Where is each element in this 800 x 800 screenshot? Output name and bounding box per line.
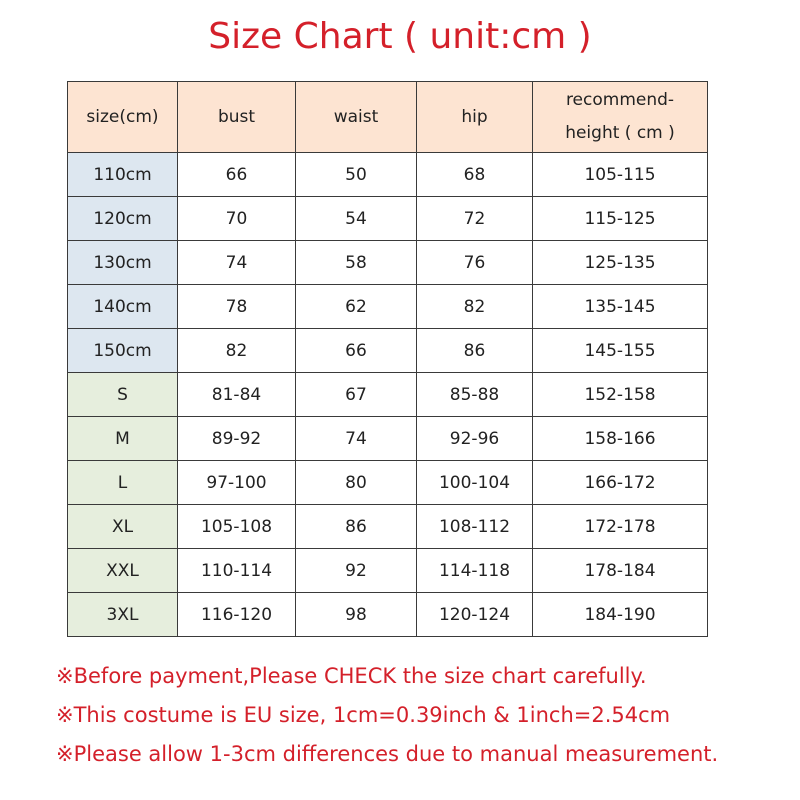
size-cell: 130cm <box>68 241 178 285</box>
table-header-row <box>68 82 708 153</box>
bust-cell: 66 <box>178 153 296 197</box>
hip-cell: 120-124 <box>417 593 533 637</box>
bust-cell: 116-120 <box>178 593 296 637</box>
size-cell: XL <box>68 505 178 549</box>
hip-cell: 82 <box>417 285 533 329</box>
waist-cell: 98 <box>296 593 417 637</box>
bust-cell: 105-108 <box>178 505 296 549</box>
waist-cell: 92 <box>296 549 417 593</box>
waist-cell: 58 <box>296 241 417 285</box>
size-cell: S <box>68 373 178 417</box>
table-row <box>68 153 708 197</box>
height-cell: 158-166 <box>533 417 708 461</box>
hip-cell: 92-96 <box>417 417 533 461</box>
height-cell: 172-178 <box>533 505 708 549</box>
height-cell: 115-125 <box>533 197 708 241</box>
table-row <box>68 241 708 285</box>
size-cell: 140cm <box>68 285 178 329</box>
table-row <box>68 285 708 329</box>
waist-cell: 62 <box>296 285 417 329</box>
height-cell: 145-155 <box>533 329 708 373</box>
table-row <box>68 417 708 461</box>
size-cell: L <box>68 461 178 505</box>
table-row <box>68 505 708 549</box>
waist-cell: 66 <box>296 329 417 373</box>
header-hip: hip <box>417 82 533 153</box>
height-cell: 135-145 <box>533 285 708 329</box>
header-bust: bust <box>178 82 296 153</box>
size-cell: 110cm <box>68 153 178 197</box>
height-cell: 125-135 <box>533 241 708 285</box>
note-eu-size: ※This costume is EU size, 1cm=0.39inch & 1inch=2.54cm <box>56 703 671 727</box>
hip-cell: 85-88 <box>417 373 533 417</box>
size-cell: 120cm <box>68 197 178 241</box>
waist-cell: 54 <box>296 197 417 241</box>
notes-section <box>56 657 796 774</box>
bust-cell: 82 <box>178 329 296 373</box>
header-size: size(cm) <box>68 82 178 153</box>
header-waist: waist <box>296 82 417 153</box>
hip-cell: 114-118 <box>417 549 533 593</box>
hip-cell: 72 <box>417 197 533 241</box>
size-cell: M <box>68 417 178 461</box>
height-cell: 152-158 <box>533 373 708 417</box>
note-measurement-difference: ※Please allow 1-3cm differences due to manual measurement. <box>56 742 719 766</box>
height-cell: 166-172 <box>533 461 708 505</box>
note-check-size-chart: ※Before payment,Please CHECK the size chart carefully. <box>56 664 647 688</box>
bust-cell: 70 <box>178 197 296 241</box>
size-chart-table <box>67 81 708 637</box>
table-row <box>68 197 708 241</box>
table-row <box>68 373 708 417</box>
bust-cell: 81-84 <box>178 373 296 417</box>
table-row <box>68 593 708 637</box>
hip-cell: 100-104 <box>417 461 533 505</box>
bust-cell: 97-100 <box>178 461 296 505</box>
height-cell: 184-190 <box>533 593 708 637</box>
header-recommend-height <box>533 82 708 153</box>
waist-cell: 80 <box>296 461 417 505</box>
table-row <box>68 549 708 593</box>
height-cell: 178-184 <box>533 549 708 593</box>
bust-cell: 110-114 <box>178 549 296 593</box>
table-row <box>68 461 708 505</box>
bust-cell: 78 <box>178 285 296 329</box>
table-row <box>68 329 708 373</box>
waist-cell: 67 <box>296 373 417 417</box>
size-cell: 150cm <box>68 329 178 373</box>
table-body <box>68 153 708 637</box>
waist-cell: 86 <box>296 505 417 549</box>
hip-cell: 76 <box>417 241 533 285</box>
bust-cell: 74 <box>178 241 296 285</box>
waist-cell: 74 <box>296 417 417 461</box>
bust-cell: 89-92 <box>178 417 296 461</box>
header-recommend-line1: recommend- <box>565 90 675 110</box>
waist-cell: 50 <box>296 153 417 197</box>
size-cell: 3XL <box>68 593 178 637</box>
hip-cell: 68 <box>417 153 533 197</box>
header-recommend-line2: height ( cm ) <box>565 123 675 143</box>
hip-cell: 108-112 <box>417 505 533 549</box>
height-cell: 105-115 <box>533 153 708 197</box>
hip-cell: 86 <box>417 329 533 373</box>
page-title: Size Chart ( unit:cm ) <box>208 16 592 57</box>
size-cell: XXL <box>68 549 178 593</box>
